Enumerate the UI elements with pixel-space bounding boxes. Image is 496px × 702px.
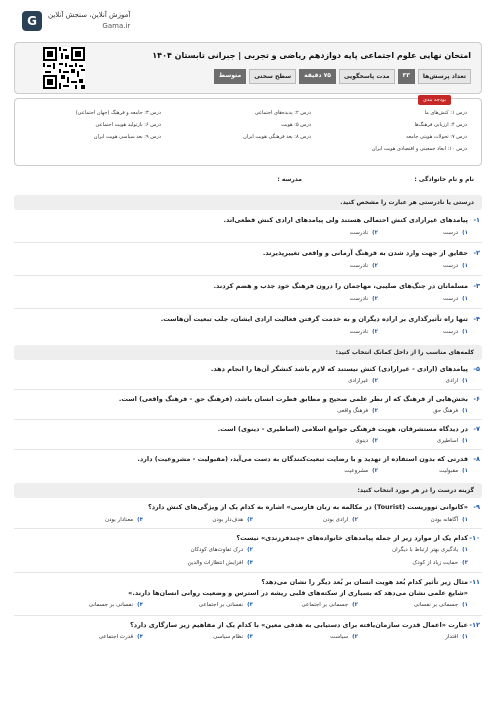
question-number: ۸- [473,455,480,463]
answer-option[interactable]: ۲) سیاست [330,634,358,640]
question-options [355,438,468,444]
brand-logo[interactable] [22,10,130,32]
topic-item: درس ۹: بعد سیاسی هویت ایران [93,134,161,140]
question-text: پیامدهای غیرارادی کنش احتمالی هستند ولی پیامدهای ارادی کنش قطعی‌اند. [223,216,468,224]
question-options [350,230,468,236]
answer-option[interactable]: ۱) اساطیری [436,438,468,444]
question-12 [14,616,482,646]
question-options [105,517,468,523]
question-5 [14,360,482,390]
answer-option[interactable]: ۱) درست [443,230,468,236]
question-options [89,602,468,608]
answer-option[interactable]: ۲) جسمانی بر اجتماعی [301,602,358,608]
question-4 [14,309,482,342]
question-options [350,329,468,335]
answer-option[interactable]: ۲) فرهنگ واقعی [337,408,378,414]
answer-option[interactable]: ۲) غیرارادی [348,378,378,384]
answer-option[interactable]: ۳) حمایت زیاد از کودک [412,560,468,566]
question-options [350,296,468,302]
question-text: بخش‌هایی از فرهنگ که از نظر علمی صحیح و مطابق فطرت انسان باشد، (فرهنگ حق - فرهنگ واقعی) است. [118,395,468,403]
question-text: مسلمانان در جنگ‌های صلیبی، مهاجمان را درون فرهنگ خود جذب و هضم کردند. [213,282,468,290]
question-options [188,560,468,566]
answer-option[interactable]: ۲) نادرست [349,263,378,269]
topics-box [14,98,482,166]
school-label: مدرسه : [277,176,302,183]
question-options [337,408,468,414]
question-11 [14,573,482,616]
answer-option[interactable]: ۴) معنادار بودن [104,517,143,523]
student-name-label: نام و نام خانوادگی : [414,176,474,183]
exam-header [14,42,482,94]
question-options [191,547,468,553]
answer-option[interactable]: ۴) نفسانی بر جسمانی [88,602,143,608]
topic-item: درس ۱: کنش‌های ما [424,110,467,116]
question-number: ۱۲- [469,621,480,629]
topic-item: درس ۱۰: ابعاد جمعیتی و اقتصادی هویت ایران [371,146,467,152]
answer-option[interactable]: ۳) هدف‌دار بودن [212,517,253,523]
question-number: ۹- [473,503,480,511]
answer-option[interactable]: ۱) یادگیری بهتر ارتباط با دیگران [392,547,468,553]
answer-option[interactable]: ۱) اقتدار [445,634,468,640]
question-count-value: ۳۳ [398,69,415,84]
answer-option[interactable]: ۲) دینوی [355,438,378,444]
question-options [99,634,468,640]
topic-item: درس ۸: بعد فرهنگی هویت ایران [243,134,311,140]
exam-title: امتحان نهایی علوم اجتماعی پایه دوازدهم ریاضی و تجربی | جبرانی تابستان ۱۴۰۴ [152,51,471,60]
question-3 [14,276,482,309]
question-text: مثال زیر تأثیر کدام بُعد هویت انسان بر بُعد دیگر را نشان می‌دهد؟ [261,578,468,586]
answer-option[interactable]: ۳) نفسانی بر اجتماعی [198,602,253,608]
question-count-label: تعداد پرسش‌ها [418,69,471,84]
difficulty-value: متوسط [214,69,246,84]
student-info [14,170,482,192]
topic-item: درس ۳: جامعه و فرهنگ (جهان اجتماعی) [75,110,161,116]
question-options [348,378,468,384]
answer-option[interactable]: ۲) نادرست [349,296,378,302]
question-text: کدام یک از موارد زیر از جمله پیامدهای خانواده‌های «چندفرزندی» نیست؟ [236,534,468,542]
answer-option[interactable]: ۲) نادرست [349,230,378,236]
answer-option[interactable]: ۴) افزایش انتظارات والدین [187,560,253,566]
topic-item: درس ۲: پدیده‌های اجتماعی [254,110,311,116]
gama-logo-icon: G [22,11,42,31]
question-number: ۳- [473,282,480,290]
difficulty-label: سطح سختی [249,69,296,84]
answer-option[interactable]: ۱) ارادی [445,378,468,384]
duration-label: مدت پاسخگویی [339,69,395,84]
answer-option[interactable]: ۱) درست [443,329,468,335]
question-number: ۴- [473,315,480,323]
answer-option[interactable]: ۱) آگاهانه بودن [430,517,468,523]
question-options [344,468,468,474]
brand-text [48,10,130,32]
question-number: ۱- [473,216,480,224]
topic-item: درس ۴: ارزیابی فرهنگ‌ها [414,122,467,128]
topic-item: درس ۵: هویت [281,122,311,128]
qr-code-icon [43,47,85,89]
top-bar [0,0,496,42]
question-text: تنها راه تأثیرگذاری بر اراده دیگران و به خدمت گرفتن فعالیت ارادی ایشان، جلب تبعیت آن‌هاست. [160,315,468,323]
topics-badge: بودجه بندی [418,95,451,105]
answer-option[interactable]: ۱) درست [443,263,468,269]
topic-item: درس ۷: تحولات هویتی جامعه [406,134,467,140]
question-number: ۵- [473,365,480,373]
answer-option[interactable]: ۴) قدرت اجتماعی [98,634,143,640]
answer-option[interactable]: ۲) مشروعیت [344,468,378,474]
question-quote: «شایع علمی نشان می‌دهد که بسیاری از سکته‌های قلبی ریشه در استرس و وضعیت روانی انسان‌ها دارند.» [128,589,468,597]
question-text: حقایق از جهت وارد شدن به فرهنگ آرمانی و واقعی تغییرپذیرند. [262,249,468,257]
answer-option[interactable]: ۲) نادرست [349,329,378,335]
question-text: «کانوانی تووریست (Tourist) در مکالمه به زبان فارسی» اشاره به کدام یک از ویژگی‌های کنش دارد؟ [147,503,468,511]
answer-option[interactable]: ۲) ارادی بودن [323,517,358,523]
answer-option[interactable]: ۱) مقبولیت [439,468,468,474]
answer-option[interactable]: ۳) نظام سیاسی [213,634,253,640]
question-1 [14,210,482,243]
question-8 [14,450,482,480]
brand-domain: Gama.ir [102,22,131,30]
exam-meta [214,69,471,84]
question-number: ۱۰- [469,534,480,542]
question-text: پیامدهای (ارادی - غیرارادی) کنش نیستند که لازم باشد کنشگر آن‌ها را انجام دهد. [210,365,468,373]
duration-value: ۷۵ دقیقه [299,69,336,84]
answer-option[interactable]: ۱) جسمانی بر نفسانی [413,602,468,608]
question-9 [14,498,482,529]
answer-option[interactable]: ۱) درست [443,296,468,302]
question-6 [14,390,482,420]
answer-option[interactable]: ۲) درک تفاوت‌های کودکان [190,547,253,553]
question-text: عبارت «اعمال قدرت سازمان‌یافته برای دستیابی به هدفی معین» با کدام یک از مفاهیم زیر سازگاری دارد؟ [130,621,468,629]
question-number: ۶- [473,395,480,403]
answer-option[interactable]: ۱) فرهنگ حق [433,408,468,414]
question-10 [14,529,482,573]
question-2 [14,243,482,276]
question-text: در دیدگاه مستشرقان، هویت فرهنگی جوامع اسلامی (اساطیری - دینوی) است. [217,425,468,433]
brand-tagline: آموزش آنلاین، سنجش آنلاین [48,11,131,19]
section-header-multiple-choice: گزینه درست را در هر مورد انتخاب کنید: [14,483,482,498]
section-header-true-false: درستی یا نادرستی هر عبارت را مشخص کنید. [14,195,482,210]
question-number: ۱۱- [469,578,480,586]
question-number: ۲- [473,249,480,257]
question-text: قدرتی که بدون استفاده از تهدید و با رضایت تبعیت‌کنندگان به دست می‌آید، (مقبولیت - مشروعیت) دارد. [137,455,468,463]
question-options [350,263,468,269]
question-number: ۷- [473,425,480,433]
section-header-fill-blank: کلمه‌های مناسب را از داخل کمانک انتخاب کنید: [14,345,482,360]
question-7 [14,420,482,450]
topic-item: درس ۶: بازتولید هویت اجتماعی [95,122,161,128]
